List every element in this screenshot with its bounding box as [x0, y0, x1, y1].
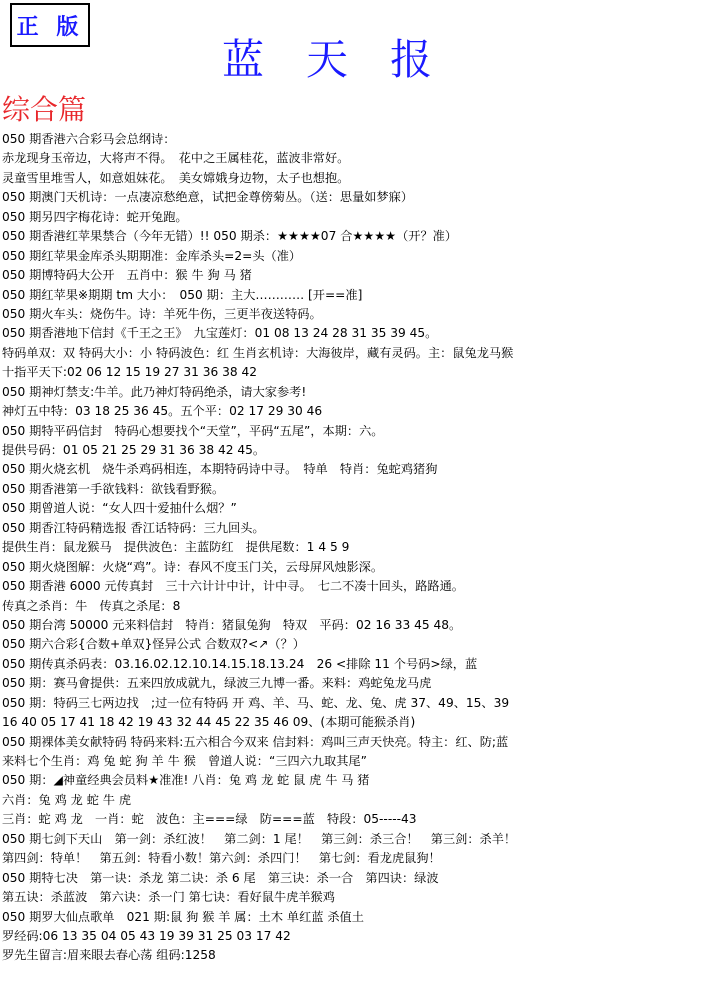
text-line: 050 期香港红苹果禁合（今年无错）!! 050 期杀：★★★★07 合★★★★（开？准）	[2, 229, 458, 244]
text-line: 050 期红苹果※期期 tm 大小： 050 期：主大………… [开==准]	[2, 287, 363, 302]
page-title: 蓝天报	[222, 35, 475, 84]
text-line: 第五诀：杀蓝波 第六诀：杀一门 第七诀：看好鼠牛虎羊猴鸡	[2, 890, 335, 905]
text-line: 050 期：◢神童经典会员料★准准! 八肖：兔 鸡 龙 蛇 鼠 虎 牛 马 猪	[2, 773, 370, 788]
text-line: 050 期传真杀码表：03.16.02.12.10.14.15.18.13.24 26 <排除 11 个号码>绿，蓝	[2, 656, 478, 671]
text-line: 050 期另四字梅花诗：蛇开兔跑。	[2, 209, 188, 224]
text-line: 050 期六合彩{合数+单双}怪异公式 合数双?<↗（？）	[2, 637, 305, 652]
text-line: 三肖：蛇 鸡 龙 一肖：蛇 波色：主===绿 防===蓝 特段：05-----43	[2, 812, 417, 827]
text-line: 050 期台湾 50000 元来料信封 特肖：猪鼠兔狗 特双 平码：02 16 33 45 48。	[2, 617, 462, 632]
edition-badge-text: 正 版	[16, 13, 84, 40]
text-line: 16 40 05 17 41 18 42 19 43 32 44 45 22 35 46 09、(本期可能猴杀肖)	[2, 715, 416, 730]
text-line: 050 期香港第一手欲钱料：欲钱看野猴。	[2, 481, 225, 496]
text-line: 050 期火车头：烧伤牛。诗：羊死牛伤，三更半夜送特码。	[2, 306, 322, 321]
text-line: 050 期澳门天机诗：一点凄凉愁绝意，试把金尊傍菊丛。（送：思量如梦寐）	[2, 190, 414, 205]
text-line: 罗经码:06 13 35 04 05 43 19 39 31 25 03 17 42	[2, 928, 291, 943]
text-line: 050 期特七决 第一诀：杀龙 第二诀：杀 6 尾 第三诀：杀一合 第四诀：绿波	[2, 870, 439, 885]
text-line: 传真之杀肖：牛 传真之杀尾：8	[2, 598, 181, 613]
text-line: 提供生肖：鼠龙猴马 提供波色：主蓝防红 提供尾数：1 4 5 9	[2, 540, 350, 555]
text-line: 050 期火烧图解：火烧“鸡”。诗：春风不度玉门关，云母屏风烛影深。	[2, 559, 384, 574]
text-line: 灵童雪里堆雪人，如意姐妹花。 美女嫦娥身边物，太子也想抱。	[2, 170, 350, 185]
text-line: 罗先生留言:眉来眼去春心荡 组码:1258	[2, 948, 216, 963]
text-line: 050 期香港地下信封《千王之王》 九宝莲灯：01 08 13 24 28 31 35 39 45。	[2, 326, 438, 341]
text-line: 提供号码：01 05 21 25 29 31 36 38 42 45。	[2, 443, 266, 457]
text-line: 050 期香港六合彩马会总纲诗：	[2, 132, 176, 146]
text-line: 神灯五中特：03 18 25 36 45。五个平：02 17 29 30 46	[2, 404, 323, 419]
section-heading: 综合篇	[2, 93, 87, 126]
text-line: 050 期特平码信封 特码心想要找个“天堂”，平码“五尾”，本期：六。	[2, 423, 384, 438]
content-lines	[2, 130, 722, 966]
text-line: 050 期火烧玄机 烧牛杀鸡码相连，本期特码诗中寻。 特单 特肖：兔蛇鸡猪狗	[2, 462, 438, 477]
text-line: 来料七个生肖：鸡 兔 蛇 狗 羊 牛 猴 曾道人说：“三四六九取其尾”	[2, 754, 367, 768]
text-line: 050 期香江特码精选报 香江话特码：三九回头。	[2, 520, 265, 535]
text-line: 050 期罗大仙点歌单 021 期:鼠 狗 猴 羊 属：土木 单红蓝 杀值土	[2, 909, 364, 924]
text-line: 第四剑：特单！ 第五剑：特看小数！第六剑：杀四门！ 第七剑：看龙虎鼠狗！	[2, 851, 441, 866]
text-line: 六肖：兔 鸡 龙 蛇 牛 虎	[2, 792, 132, 807]
text-line: 赤龙现身玉帝边，大将声不得。 花中之王属桂花，蓝波非常好。	[2, 151, 350, 166]
text-line: 050 期七剑下天山 第一剑：杀红波！ 第二剑：1 尾！ 第三剑：杀三合！ 第三剑：杀羊！	[2, 831, 517, 846]
text-line: 050 期香港 6000 元传真封 三十六计计中计，计中寻。 七二不凑十回头，路路通。	[2, 579, 464, 594]
edition-badge	[10, 3, 90, 47]
text-line: 050 期裸体美女献特码 特码来料:五六相合今双来 信封料：鸡叫三声天快亮。特主：红、防;蓝	[2, 734, 509, 749]
text-line: 050 期：赛马會提供：五来四放成就九，绿波三九博一番。来料：鸡蛇兔龙马虎	[2, 676, 432, 691]
text-line: 050 期红苹果金库杀头期期准：金库杀头=2=头（准）	[2, 248, 302, 263]
text-line: 050 期曾道人说：“女人四十爱抽什么烟？”	[2, 501, 237, 516]
text-line: 050 期：特码三七两边找 ;过一位有特码 开 鸡、羊、马、蛇、龙、兔、虎 37、49、15、39	[2, 695, 510, 710]
text-line: 050 期神灯禁支:牛羊。此乃神灯特码绝杀，请大家参考!	[2, 384, 307, 399]
text-line: 特码单双：双 特码大小：小 特码波色：红 生肖玄机诗：大海彼岸，藏有灵码。主：鼠兔龙马猴	[2, 345, 514, 360]
text-line: 十指平天下:02 06 12 15 19 27 31 36 38 42	[2, 365, 257, 380]
text-line: 050 期博特码大公开 五肖中：猴 牛 狗 马 猪	[2, 268, 252, 283]
